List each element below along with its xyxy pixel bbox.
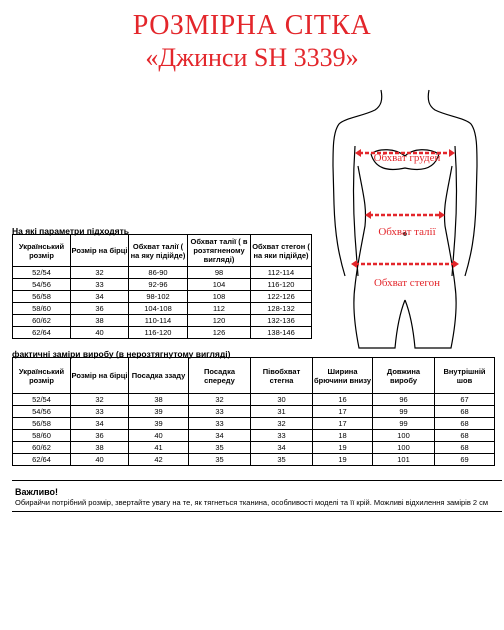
note-text: Обирайчи потрібний розмір, звертайте увагу на те, як тягнеться тканина, особливості моделі та її крій. Можливі відхилення замірів 2 см — [15, 498, 489, 507]
table-row — [13, 303, 312, 315]
table-cell: 68 — [435, 406, 495, 418]
table-cell: 68 — [435, 442, 495, 454]
table-cell: 110-114 — [129, 315, 188, 327]
table-cell: 36 — [71, 430, 129, 442]
product-measurements-table — [12, 357, 495, 466]
table-cell: 17 — [313, 418, 373, 430]
table-cell: 33 — [189, 406, 251, 418]
table-header-row — [13, 358, 495, 394]
table-cell: 16 — [313, 394, 373, 406]
table-cell: 38 — [71, 315, 129, 327]
table-cell: 62/64 — [13, 454, 71, 466]
table-cell: 100 — [373, 430, 435, 442]
table-cell: 112-114 — [251, 267, 312, 279]
table-cell: 67 — [435, 394, 495, 406]
table-cell: 42 — [129, 454, 189, 466]
table-cell: 58/60 — [13, 303, 71, 315]
product-subtitle: «Джинси SH 3339» — [145, 43, 359, 72]
column-header: Український розмір — [13, 235, 71, 267]
table-row — [13, 454, 495, 466]
table-cell: 38 — [129, 394, 189, 406]
table-row — [13, 406, 495, 418]
table-cell: 126 — [188, 327, 251, 339]
column-header: Розмір на бірці — [71, 235, 129, 267]
table-cell: 56/58 — [13, 291, 71, 303]
table-cell: 116-120 — [251, 279, 312, 291]
page-title: РОЗМІРНА СІТКА — [132, 10, 372, 41]
column-header: Обхват стегон ( на яки підійде) — [251, 235, 312, 267]
table-cell: 138-146 — [251, 327, 312, 339]
table-cell: 36 — [71, 303, 129, 315]
table-cell: 108 — [188, 291, 251, 303]
column-header: Внутрішній шов — [435, 358, 495, 394]
table-cell: 58/60 — [13, 430, 71, 442]
column-header: Обхват талії ( на яку підійде) — [129, 235, 188, 267]
table-cell: 35 — [189, 454, 251, 466]
column-header: Посадка ззаду — [129, 358, 189, 394]
table-cell: 104-108 — [129, 303, 188, 315]
table-cell: 68 — [435, 430, 495, 442]
table-cell: 86-90 — [129, 267, 188, 279]
body-figure-illustration — [325, 86, 485, 354]
table-row — [13, 430, 495, 442]
table-cell: 38 — [71, 442, 129, 454]
column-header: Півобхват стегна — [251, 358, 313, 394]
table-cell: 35 — [251, 454, 313, 466]
table-row — [13, 442, 495, 454]
table-cell: 33 — [71, 279, 129, 291]
table-cell: 98 — [188, 267, 251, 279]
table-cell: 104 — [188, 279, 251, 291]
column-header: Довжина виробу — [373, 358, 435, 394]
table-cell: 17 — [313, 406, 373, 418]
table-cell: 41 — [129, 442, 189, 454]
hip-measure-line — [351, 260, 459, 268]
table-cell: 39 — [129, 418, 189, 430]
hip-label: Обхват стегон — [373, 277, 441, 289]
table-cell: 92-96 — [129, 279, 188, 291]
table-cell: 54/56 — [13, 406, 71, 418]
table-cell: 32 — [71, 267, 129, 279]
column-header: Обхват талії ( в розтягненому вигляді) — [188, 235, 251, 267]
column-header: Розмір на бірці — [71, 358, 129, 394]
table-cell: 112 — [188, 303, 251, 315]
waist-measure-line — [365, 211, 445, 219]
column-header: Посадка спереду — [189, 358, 251, 394]
table-cell: 132-136 — [251, 315, 312, 327]
measure-table-caption: фактичні заміри виробу (в нерозтягнутому вигляді) — [12, 349, 231, 359]
table-cell: 54/56 — [13, 279, 71, 291]
table-cell: 33 — [189, 418, 251, 430]
table-cell: 101 — [373, 454, 435, 466]
table-cell: 120 — [188, 315, 251, 327]
column-header: Ширина брючини внизу — [313, 358, 373, 394]
table-cell: 40 — [129, 430, 189, 442]
waist-label: Обхват талії — [378, 226, 436, 238]
table-cell: 60/62 — [13, 442, 71, 454]
table-cell: 34 — [71, 291, 129, 303]
table-cell: 35 — [189, 442, 251, 454]
table-cell: 34 — [71, 418, 129, 430]
table-cell: 34 — [189, 430, 251, 442]
chest-label: Обхват грудей — [373, 152, 441, 164]
table-cell: 52/54 — [13, 394, 71, 406]
table-cell: 52/54 — [13, 267, 71, 279]
table-cell: 32 — [189, 394, 251, 406]
table-cell: 122-126 — [251, 291, 312, 303]
table-cell: 18 — [313, 430, 373, 442]
table-cell: 128-132 — [251, 303, 312, 315]
note-title: Важливо! — [15, 487, 59, 497]
table-cell: 98-102 — [129, 291, 188, 303]
table-cell: 68 — [435, 418, 495, 430]
table-row — [13, 394, 495, 406]
table-cell: 62/64 — [13, 327, 71, 339]
table-row — [13, 279, 312, 291]
table-cell: 31 — [251, 406, 313, 418]
table-cell: 56/58 — [13, 418, 71, 430]
table-row — [13, 267, 312, 279]
table-cell: 19 — [313, 442, 373, 454]
table-header-row — [13, 235, 312, 267]
table-row — [13, 315, 312, 327]
table-cell: 40 — [71, 327, 129, 339]
table-row — [13, 291, 312, 303]
table-cell: 33 — [71, 406, 129, 418]
table-cell: 100 — [373, 442, 435, 454]
table-row — [13, 418, 495, 430]
table-cell: 99 — [373, 418, 435, 430]
table-cell: 96 — [373, 394, 435, 406]
table-cell: 99 — [373, 406, 435, 418]
table-cell: 40 — [71, 454, 129, 466]
table-cell: 34 — [251, 442, 313, 454]
column-header: Український розмір — [13, 358, 71, 394]
table-row — [13, 327, 312, 339]
important-note — [12, 480, 502, 512]
params-table-caption: На які параметри підходять — [12, 226, 130, 236]
table-cell: 30 — [251, 394, 313, 406]
table-cell: 32 — [71, 394, 129, 406]
table-cell: 116-120 — [129, 327, 188, 339]
table-cell: 39 — [129, 406, 189, 418]
table-cell: 33 — [251, 430, 313, 442]
size-params-table — [12, 234, 312, 339]
table-cell: 69 — [435, 454, 495, 466]
table-cell: 60/62 — [13, 315, 71, 327]
table-cell: 19 — [313, 454, 373, 466]
body-outline — [333, 90, 477, 348]
table-cell: 32 — [251, 418, 313, 430]
